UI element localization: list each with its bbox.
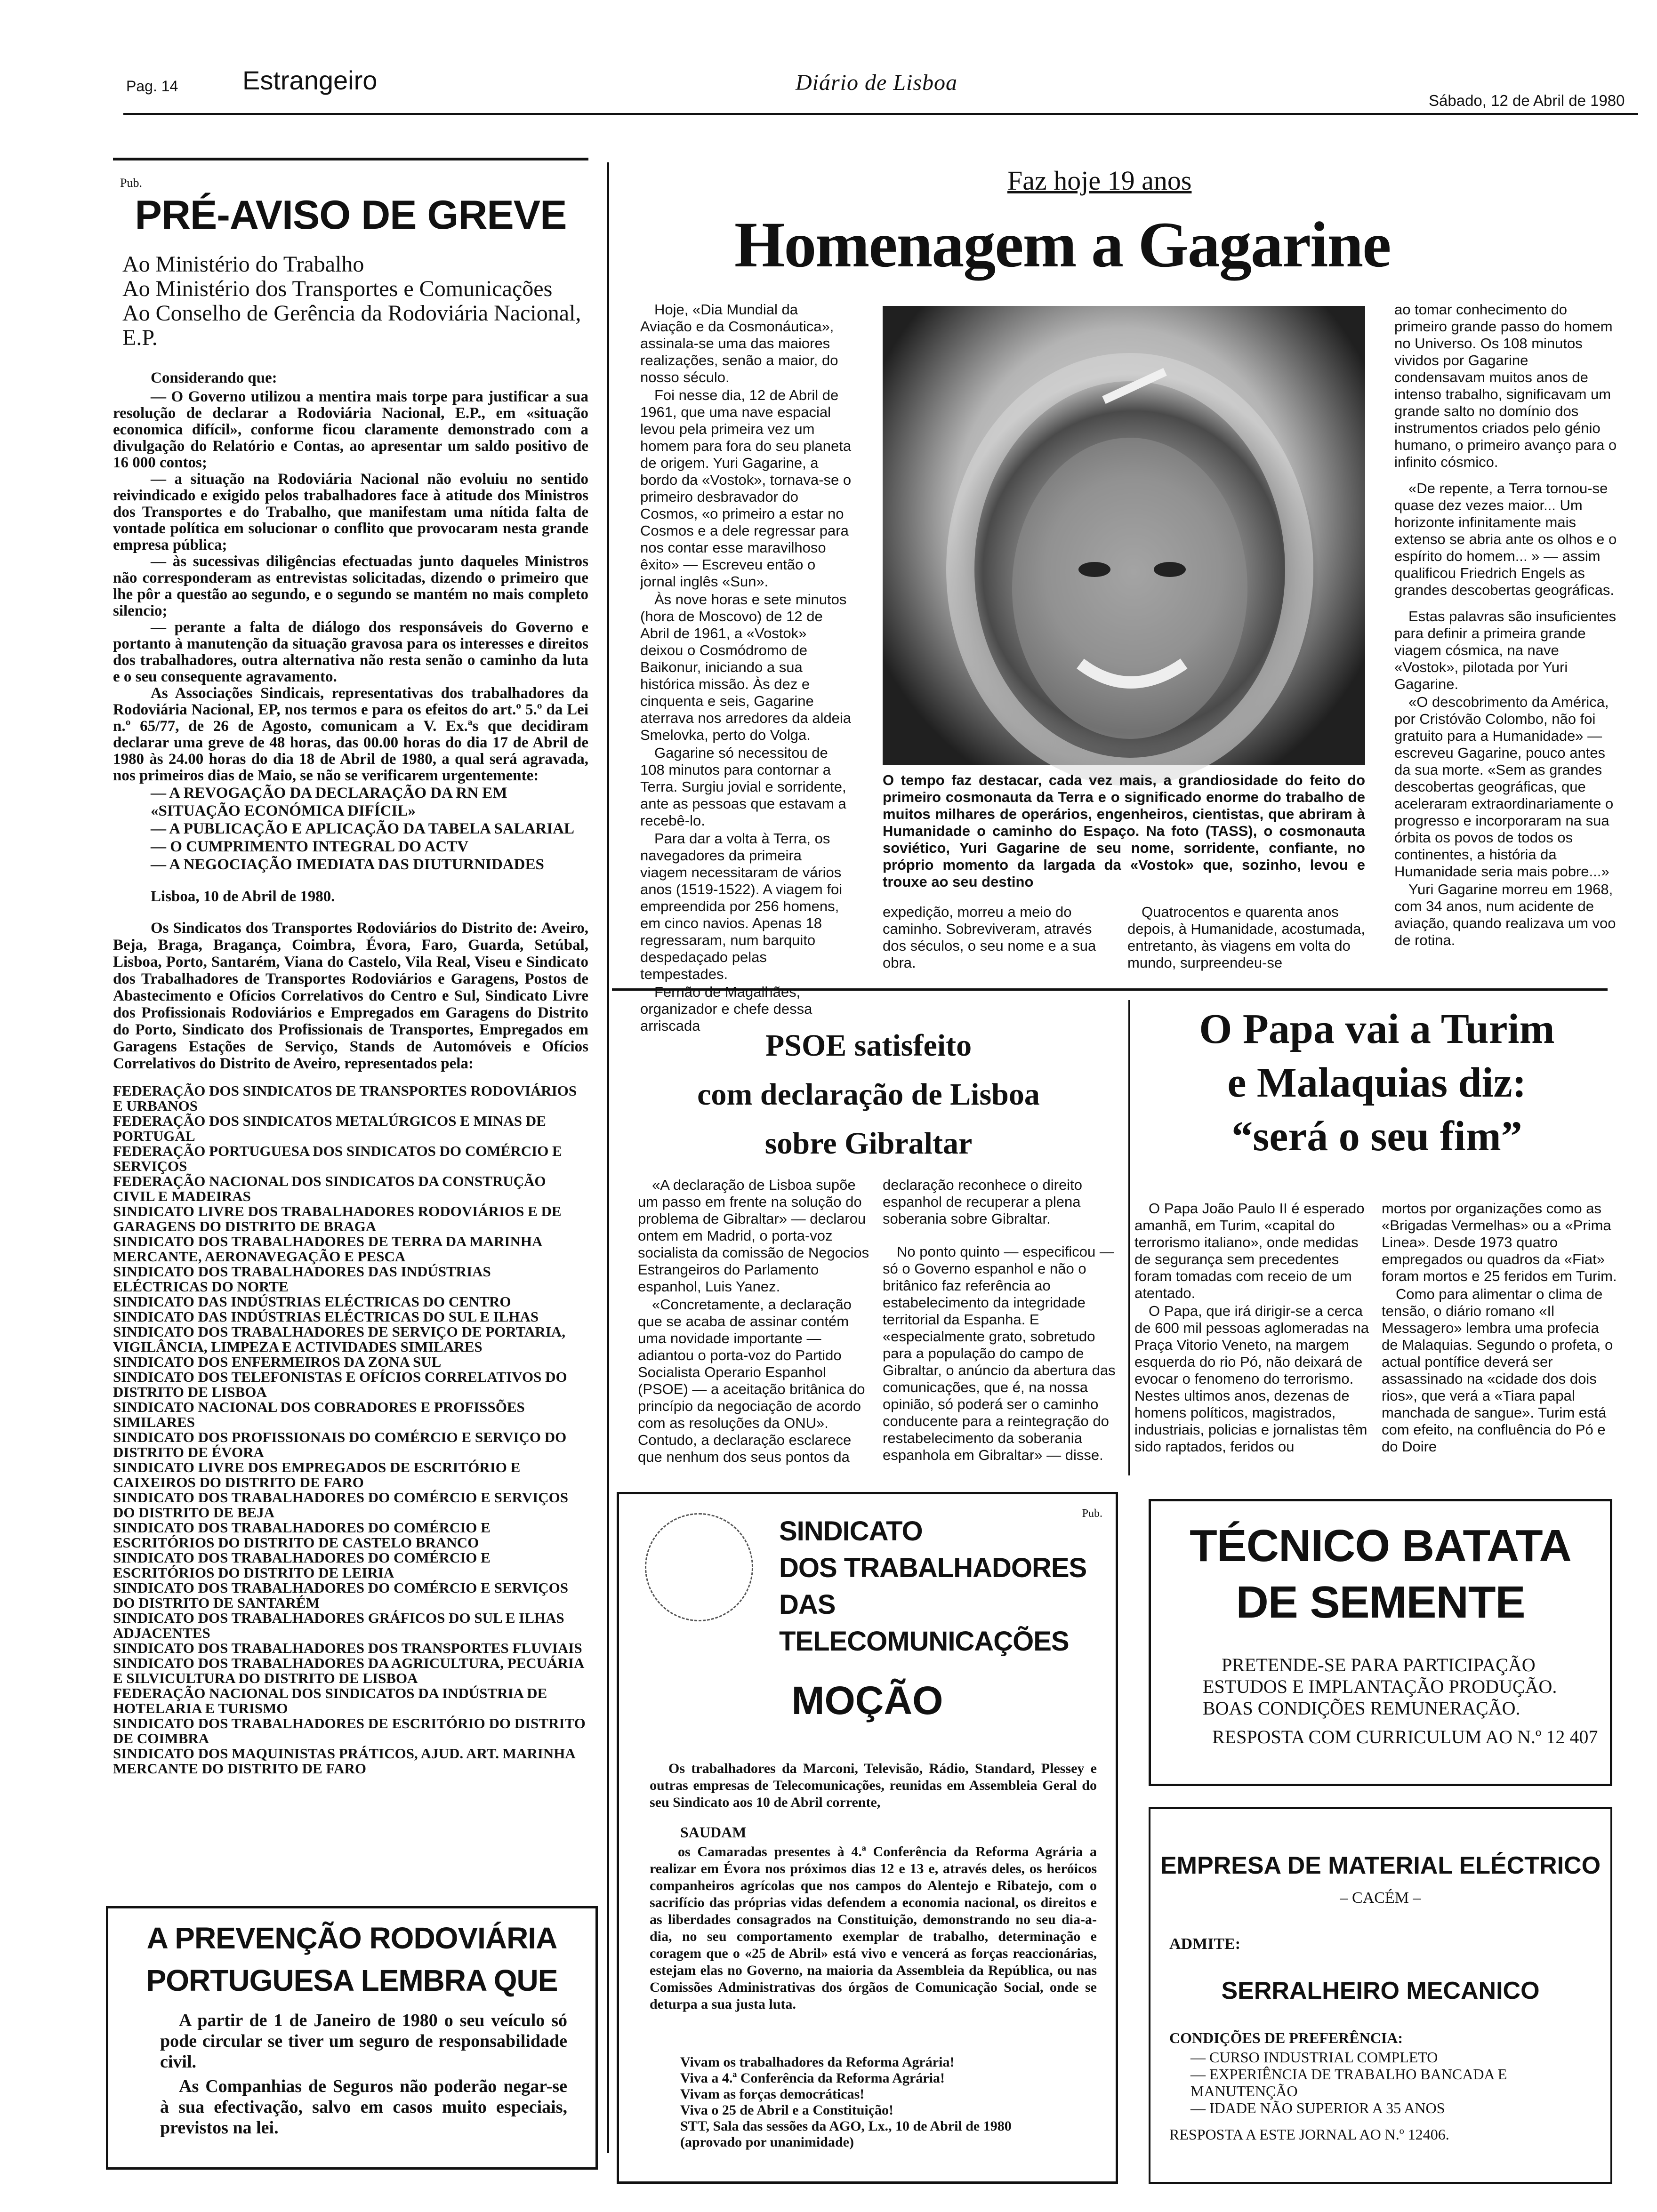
papa-column-1 xyxy=(1134,1200,1370,1473)
helmet-figure xyxy=(883,306,1365,765)
pub-label: Pub. xyxy=(1082,1507,1102,1520)
article-paragraph: «Concretamente, a declaração que se acaba de assinar contém uma novidade importante — adiantou o porta-voz do Partido Socialista Operario Espanhol (PSOE) — a aceitação britânica do princípio da negociação de acordo com as resoluções da ONU». Contudo, a declaração esclarece que nenhum dos seus pontos da xyxy=(638,1296,865,1465)
organization: SINDICATO DAS INDÚSTRIAS ELÉCTRICAS DO CENTRO xyxy=(113,1293,511,1310)
road-prevention-title-1: A PREVENÇÃO RODOVIÁRIA xyxy=(146,1921,557,1955)
motion-saudam: SAUDAM xyxy=(680,1824,747,1841)
recipient: Ao Ministério dos Transportes e Comunicações xyxy=(122,276,553,301)
article-paragraph: No ponto quinto — especificou — só o Governo espanhol e não o britânico faz referência ao estabelecimento da integridade territorial da Espanha. E «especialmente grato, sobretudo para a população do campo de Gibraltar, o anúncio da abertura das comunicações, que é, na nossa opinião, só poderá ser o caminho conducente para a reintegração do restabelecimento da soberania espanhola em Gibraltar» — disse. xyxy=(883,1243,1116,1463)
organization: SINDICATO DOS TRABALHADORES DA AGRICULTURA, PECUÁRIA E SILVICULTURA DO DISTRITO DE LISBOA xyxy=(113,1655,584,1686)
organization: SINDICATO DOS TRABALHADORES DO COMÉRCIO E SERVIÇOS DO DISTRITO DE BEJA xyxy=(113,1489,568,1521)
article-paragraph: «O descobrimento da América, por Cristóvão Colombo, não foi gratuito para a Humanidade» — escreveu Gagarine, pouco antes da sua morte. «Sem as grandes descobertas geográficas, que aceleraram extraordinariamente o progresso e incorporaram na sua órbita os povos de todos os continentes, a história da Humanidade seria mais pobre...» xyxy=(1394,694,1614,880)
road-prevention-text-2: As Companhias de Seguros não poderão negar-se à sua efectivação, salvo em casos muito especiais, previstos na lei. xyxy=(160,2076,567,2138)
demand-item: — A NEGOCIAÇÃO IMEDIATA DAS DIUTURNIDADES xyxy=(151,856,544,873)
recipients xyxy=(122,252,588,350)
ad-body: PRETENDE-SE PARA PARTICIPAÇÃO ESTUDOS E IMPLANTAÇÃO PRODUÇÃO. BOAS CONDIÇÕES REMUNERAÇÃO. xyxy=(1203,1654,1557,1719)
ad-title-line: DE SEMENTE xyxy=(1236,1577,1525,1627)
gagarine-headline: Homenagem a Gagarine xyxy=(734,208,1391,281)
page-number: Pag. 14 xyxy=(126,78,178,95)
organization: SINDICATO DAS INDÚSTRIAS ELÉCTRICAS DO SUL E ILHAS xyxy=(113,1308,539,1325)
notice-date: Lisboa, 10 de Abril de 1980. xyxy=(151,888,335,905)
organization: SINDICATO LIVRE DOS TRABALHADORES RODOVIÁRIOS E DE GARAGENS DO DISTRITO DE BRAGA xyxy=(113,1203,562,1234)
organization: SINDICATO DOS TELEFONISTAS E OFÍCIOS CORRELATIVOS DO DISTRITO DE LISBOA xyxy=(113,1369,567,1400)
article-paragraph: Às nove horas e sete minutos (hora de Moscovo) de 12 de Abril de 1961, a «Vostok» deixou o Cosmódromo de Baikonur, iniciando a sua histórica missão. Às dez e cinquenta e seis, Gagarine aterrava nos arredores da aldeia Smelovka, perto do Volga. xyxy=(640,591,852,743)
gagarine-column-3 xyxy=(1394,301,1620,979)
road-prevention-title-2: PORTUGUESA LEMBRA QUE xyxy=(146,1964,558,1997)
demands-list xyxy=(151,784,588,874)
psoe-headline xyxy=(612,1021,1125,1168)
motion-cheer: (aprovado por unanimidade) xyxy=(680,2134,854,2150)
top-rule-left xyxy=(113,158,588,160)
issue-date: Sábado, 12 de Abril de 1980 xyxy=(1429,92,1625,109)
recipient: Ao Conselho de Gerência da Rodoviária Nacional, E.P. xyxy=(122,301,581,350)
organization: SINDICATO LIVRE DOS EMPREGADOS DE ESCRITÓRIO E CAIXEIROS DO DISTRITO DE FARO xyxy=(113,1459,521,1491)
consideration-paragraph: — às sucessivas diligências efectuadas junto daqueles Ministros não corresponderam as entrevistas solicitadas, dizendo o primeiro que lhe pôr a questão ao segundo, e o segundo se mantém no mais completo silencio; xyxy=(113,553,588,619)
organization: SINDICATO DOS TRABALHADORES DAS INDÚSTRIAS ELÉCTRICAS DO NORTE xyxy=(113,1263,491,1295)
ad-conditions-title: CONDIÇÕES DE PREFERÊNCIA: xyxy=(1169,2029,1403,2046)
article-paragraph: ao tomar conhecimento do primeiro grande passo do homem no Universo. Os 108 minutos vividos por Gagarine condensavam muitos anos de intenso trabalho, significavam um grande salto no domínio dos instrumentos criados pelo génio humano, o primeiro avanço para o infinito cósmico. xyxy=(1394,301,1617,470)
gagarine-kicker: Faz hoje 19 anos xyxy=(1007,165,1192,196)
ad-condition: — IDADE NÃO SUPERIOR A 35 ANOS xyxy=(1190,2100,1445,2116)
gagarine-photo-caption: O tempo faz destacar, cada vez mais, a grandiosidade do feito do primeiro cosmonauta da Terra e o significado enorme do trabalho de muitos milhares de operários, engenheiros, cientistas, que abriram à Humanidade o caminho do Espaço. Na foto (TASS), o cosmonauta soviético, Yuri Gagarine de seu nome, sorridente, confiante, no próprio momento da largada da «Vostok» que, sozinho, levou e trouxe ao seu destino xyxy=(883,772,1365,890)
article-paragraph: Fernão de Magalhães, organizador e chefe dessa arriscada xyxy=(640,984,812,1034)
demand-item: — A PUBLICAÇÃO E APLICAÇÃO DA TABELA SALARIAL xyxy=(151,820,575,837)
organization: FEDERAÇÃO NACIONAL DOS SINDICATOS DA INDÚSTRIA DE HOTELARIA E TURISMO xyxy=(113,1685,547,1716)
recipient: Ao Ministério do Trabalho xyxy=(122,252,364,277)
consideration-paragraph: — O Governo utilizou a mentira mais torpe para justificar a sua resolução de declarar a Rodoviária Nacional, E.P., em «situação economica difícil», conforme ficou claramente demonstrado com a divulgação do Relatório e Contas, ao apresentar um saldo positivo de 16 000 contos; xyxy=(113,388,588,471)
organization: SINDICATO DOS PROFISSIONAIS DO COMÉRCIO E SERVIÇO DO DISTRITO DE ÉVORA xyxy=(113,1429,567,1460)
article-paragraph: declaração reconhece o direito espanhol de recuperar a plena soberania sobre Gibraltar. xyxy=(883,1177,1082,1227)
psoe-headline-line: sobre Gibraltar xyxy=(764,1126,973,1161)
consideration-paragraph: As Associações Sindicais, representativas dos trabalhadores da Rodoviária Nacional, EP, nos termos e para os efeitos do art.º 5.º da Lei n.º 65/77, de 26 de Agosto, comunicam a V. Ex.ªs que decidiram declarar uma greve de 48 horas, das 00.00 horas do dia 17 de Abril de 1980 às 24.00 horas do dia 18 de Abril de 1980, a qual será agravada, nos primeiros dias de Maio, se não se verificarem urgentemente: xyxy=(113,685,588,784)
article-paragraph: «A declaração de Lisboa supõe um passo em frente na solução do problema de Gibraltar» — declarou ontem em Madrid, o porta-voz socialista da comissão de Negocios Estrangeiros do Parlamento espanhol, Luis Yanez. xyxy=(638,1177,869,1295)
organization: SINDICATO DOS TRABALHADORES DE TERRA DA MARINHA MERCANTE, AERONAVEGAÇÃO E PESCA xyxy=(113,1233,542,1265)
seed-potato-technician-ad xyxy=(1149,1499,1612,1786)
motion-cheer: STT, Sala das sessões da AGO, Lx., 10 de Abril de 1980 xyxy=(680,2118,1012,2134)
ad-location: – CACÉM – xyxy=(1340,1889,1421,1907)
organization: SINDICATO DOS TRABALHADORES DE ESCRITÓRIO DO DISTRITO DE COIMBRA xyxy=(113,1715,586,1747)
ad-condition: — CURSO INDUSTRIAL COMPLETO xyxy=(1190,2049,1438,2066)
organization: SINDICATO DOS TRABALHADORES GRÁFICOS DO SUL E ILHAS ADJACENTES xyxy=(113,1610,564,1641)
electrical-company-ad xyxy=(1149,1807,1612,2184)
psoe-headline-line: PSOE satisfeito xyxy=(765,1028,972,1063)
papa-headline xyxy=(1134,1002,1619,1163)
pub-label: Pub. xyxy=(120,176,142,190)
ad-admite: ADMITE: xyxy=(1169,1935,1241,1953)
telecom-heading-line: SINDICATO xyxy=(779,1516,923,1547)
column-divider-right xyxy=(1128,1000,1130,1475)
article-paragraph: Yuri Gagarine morreu em 1968, com 34 anos, num acidente de aviação, quando realizava um voo de rotina. xyxy=(1394,881,1616,948)
motion-cheer: Viva o 25 de Abril e a Constituição! xyxy=(680,2102,894,2118)
telecom-heading-line: DOS TRABALHADORES xyxy=(779,1553,1087,1583)
article-paragraph: Para dar a volta à Terra, os navegadores da primeira viagem necessitaram de vários anos (1519-1522). A viagem foi empreendida por 256 homens, em cinco navios. Apenas 18 regressaram, num barquito despedaçado pelas tempestades. xyxy=(640,830,843,982)
column-divider-left xyxy=(607,162,609,2153)
ad-title-line: TÉCNICO BATATA xyxy=(1190,1521,1571,1571)
organizations-list xyxy=(113,1083,588,1776)
telecom-heading-line: DAS TELECOMUNICAÇÕES xyxy=(779,1589,1069,1657)
union-seal-icon xyxy=(645,1513,753,1621)
organization: SINDICATO DOS TRABALHADORES DOS TRANSPORTES FLUVIAIS xyxy=(113,1640,582,1656)
organization: SINDICATO NACIONAL DOS COBRADORES E PROFISSÕES SIMILARES xyxy=(113,1399,525,1430)
masthead-rule xyxy=(123,113,1638,115)
article-paragraph: mortos por organizações como as «Brigadas Vermelhas» ou a «Prima Linea». Desde 1973 quatro empregados ou quadros da «Fiat» foram mortos e 25 feridos em Turim. xyxy=(1382,1200,1617,1284)
organization: FEDERAÇÃO PORTUGUESA DOS SINDICATOS DO COMÉRCIO E SERVIÇOS xyxy=(113,1143,562,1174)
road-prevention-text-1: A partir de 1 de Janeiro de 1980 o seu veículo só pode circular se tiver um seguro de responsabilidade civil. xyxy=(160,2011,567,2072)
section-title: Estrangeiro xyxy=(242,65,378,95)
demand-item: — O CUMPRIMENTO INTEGRAL DO ACTV xyxy=(151,838,469,855)
ad-condition: — EXPERIÊNCIA DE TRABALHO BANCADA E MANUTENÇÃO xyxy=(1190,2066,1507,2100)
papa-headline-line: e Malaquias diz: xyxy=(1227,1059,1527,1106)
article-paragraph: Gagarine só necessitou de 108 minutos para contornar a Terra. Surgiu jovial e sorridente, ante as pessoas que estavam a recebê-lo. xyxy=(640,745,846,829)
organization: SINDICATO DOS TRABALHADORES DO COMÉRCIO E ESCRITÓRIOS DO DISTRITO DE LEIRIA xyxy=(113,1549,491,1581)
ad-title: EMPRESA DE MATERIAL ELÉCTRICO xyxy=(1160,1852,1601,1879)
article-paragraph: Foi nesse dia, 12 de Abril de 1961, que uma nave espacial levou pela primeira vez um homem para fora do seu planeta de origem. Yuri Gagarine, a bordo da «Vostok», tornava-se o primeiro desbravador do Cosmos, «o primeiro a estar no Cosmos e a dele regressar para nos contar esse maravilhoso êxito» — Escreveu então o jornal inglês «Sun». xyxy=(640,387,852,590)
motion-cheer: Vivam as forças democráticas! xyxy=(680,2086,865,2102)
article-paragraph: Estas palavras são insuficientes para definir a primeira grande viagem cósmica, na nave «Vostok», pilotada por Yuri Gagarine. xyxy=(1394,608,1617,692)
motion-cheer: Vivam os trabalhadores da Reforma Agrária! xyxy=(680,2054,955,2070)
article-paragraph: «De repente, a Terra tornou-se quase dez vezes maior... Um horizonte infinitamente mais extenso se abria ante os olhos e o espírito do homem... » — assim qualificou Friedrich Engels as grandes descobertas geográficas. xyxy=(1394,480,1617,598)
motion-cheer: Viva a 4.ª Conferência da Reforma Agrária! xyxy=(680,2070,945,2086)
considering-label: Considerando que: xyxy=(151,369,277,386)
consideration-paragraph: — a situação na Rodoviária Nacional não evoluiu no sentido reivindicado e exigido pelos trabalhadores face à atitude dos Ministros dos Transportes e do Trabalho, que manifestam uma nítida falta de vontade política em solucionar o conflito que provocaram nesta grande empresa pública; xyxy=(113,471,588,553)
demand-item: — A REVOGAÇÃO DA DECLARAÇÃO DA RN EM «SITUAÇÃO ECONÓMICA DIFÍCIL» xyxy=(151,785,507,819)
article-paragraph: O Papa, que irá dirigir-se a cerca de 600 mil pessoas aglomeradas na Praça Vitorio Veneto, na margem esquerda do rio Pó, não deixará de evocar o fenomeno do terrorismo. Nestes ultimos anos, dezenas de homens políticos, magistrados, industriais, policias e jornalistas têm sido raptados, feridos ou xyxy=(1134,1303,1369,1455)
motion-body: os Camaradas presentes à 4.ª Conferência da Reforma Agrária a realizar em Évora nos próximos dias 12 e 13 e, através deles, os heróicos companheiros agrícolas que nos campos do Alentejo e Ribatejo, com o sacrifício das próprias vidas defendem a economia nacional, os direitos e as liberdades consagrados na Constituição, demonstrando no seu dia-a-dia, no seu comportamento exemplar de trabalho, determinação e coragem que o «25 de Abril» está vivo e vencerá as forças reaccionárias, estejam elas no Governo, na maioria da Assembleia da República, ou nas Comissões Administrativas dos órgãos de Comunicação Social, onde se deturpa a sua justa luta. xyxy=(650,1844,1097,2012)
road-prevention-ad xyxy=(106,1906,598,2170)
motion-intro: Os trabalhadores da Marconi, Televisão, Rádio, Standard, Plessey e outras empresas de Telecomunicações, reunidas em Assembleia Geral do seu Sindicato aos 10 de Abril corrente, xyxy=(650,1761,1097,1810)
organization: SINDICATO DOS TRABALHADORES DO COMÉRCIO E SERVIÇOS DO DISTRITO DE SANTARÉM xyxy=(113,1579,568,1611)
ad-contact: RESPOSTA A ESTE JORNAL AO N.º 12406. xyxy=(1169,2126,1449,2143)
motion-title: MOÇÃO xyxy=(791,1678,943,1723)
gagarine-photo xyxy=(883,306,1365,765)
organization: FEDERAÇÃO DOS SINDICATOS DE TRANSPORTES RODOVIÁRIOS E URBANOS xyxy=(113,1082,577,1114)
strike-notice xyxy=(113,174,588,1894)
papa-headline-line: “será o seu fim” xyxy=(1231,1113,1522,1160)
organization: FEDERAÇÃO DOS SINDICATOS METALÚRGICOS E MINAS DE PORTUGAL xyxy=(113,1113,546,1144)
ad-role: SERRALHEIRO MECANICO xyxy=(1221,1977,1540,2004)
gagarine-column-1 xyxy=(640,301,852,1034)
article-paragraph: Como para alimentar o clima de tensão, o diário romano «Il Messagero» lembra uma profecia de Malaquias. Segundo o profeta, o actual pontífice deverá ser assassinado na «cidade dos dois rios», que verá a «Tiara papal manchada de sangue». Turim está com efeito, na confluência do Pó e do Doire xyxy=(1382,1286,1613,1455)
considerations xyxy=(113,389,588,784)
signatories-intro: Os Sindicatos dos Transportes Rodoviários do Distrito de: Aveiro, Beja, Braga, Bragança, Coimbra, Évora, Faro, Guarda, Setúbal, Lisboa, Porto, Santarém, Viana do Castelo, Vila Real, Viseu e Sindicato dos Trabalhadores de Transportes Rodoviários e Garagens, Postos de Abastecimento e Ofícios Correlativos do Centro e Sul, Sindicato Livre dos Profissionais Rodoviários e Empregados em Garagens do Distrito do Porto, Sindicato dos Profissionais de Transportes, Empregados em Garagens Estações de Serviço, Stands de Automóveis e Ofícios Correlativos do Distrito de Aveiro, representados pela: xyxy=(113,920,588,1072)
papa-headline-line: O Papa vai a Turim xyxy=(1199,1006,1555,1052)
organization: SINDICATO DOS MAQUINISTAS PRÁTICOS, AJUD. ART. MARINHA MERCANTE DO DISTRITO DE FARO xyxy=(113,1745,575,1777)
article-paragraph: O Papa João Paulo II é esperado amanhã, em Turim, «capital do terrorismo italiano», onde medidas de segurança sem precedentes foram tomadas com receio de um atentado. xyxy=(1134,1200,1365,1301)
ad-contact: RESPOSTA COM CURRICULUM AO N.º 12 407 xyxy=(1212,1726,1598,1747)
psoe-headline-line: com declaração de Lisboa xyxy=(697,1077,1040,1112)
gagarine-continuation-a: expedição, morreu a meio do caminho. Sobreviveram, através dos séculos, o seu nome e a sua obra. xyxy=(883,904,1096,971)
notice-title: PRÉ-AVISO DE GREVE xyxy=(135,192,567,238)
organization: SINDICATO DOS TRABALHADORES DO COMÉRCIO E ESCRITÓRIOS DO DISTRITO DE CASTELO BRANCO xyxy=(113,1519,491,1551)
organization: SINDICATO DOS ENFERMEIROS DA ZONA SUL xyxy=(113,1354,442,1370)
telecom-motion-ad xyxy=(617,1492,1118,2184)
organization: FEDERAÇÃO NACIONAL DOS SINDICATOS DA CONSTRUÇÃO CIVIL E MADEIRAS xyxy=(113,1173,546,1204)
papa-column-2 xyxy=(1382,1200,1617,1473)
gagarine-continuation-b: Quatrocentos e quarenta anos depois, à Humanidade, acostumada, entretanto, às viagens em volta do mundo, surpreendeu-se xyxy=(1127,904,1365,971)
article-paragraph: Hoje, «Dia Mundial da Aviação e da Cosmonáutica», assinala-se uma das maiores realizações, senão a maior, do nosso século. xyxy=(640,301,838,385)
newspaper-name: Diário de Lisboa xyxy=(796,70,958,95)
psoe-column-1 xyxy=(638,1177,873,1473)
organization: SINDICATO DOS TRABALHADORES DE SERVIÇO DE PORTARIA, VIGILÂNCIA, LIMPEZA E ACTIVIDADES SIMILARES xyxy=(113,1323,566,1355)
consideration-paragraph: — perante a falta de diálogo dos responsáveis do Governo e portanto à manutenção da situação gravosa para os interesses e direitos dos trabalhadores, outra alternativa não resta senão o caminho da luta e o seu consequente agravamento. xyxy=(113,619,588,685)
psoe-column-2 xyxy=(883,1177,1118,1473)
